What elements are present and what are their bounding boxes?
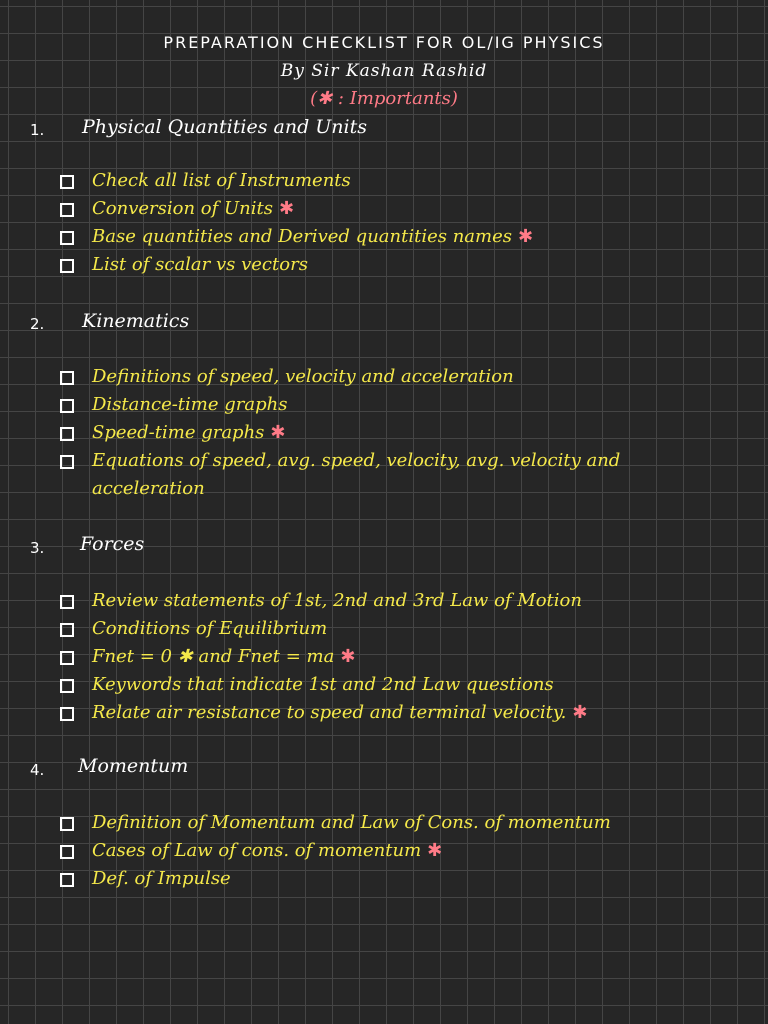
checkbox[interactable] [60, 623, 74, 637]
section-number: 1. [30, 121, 45, 139]
item-text: Def. of Impulse [92, 868, 231, 889]
item-text: Review statements of 1st, 2nd and 3rd Law of Motion [92, 590, 582, 611]
important-star-icon: ✱ [427, 840, 443, 861]
checkbox[interactable] [60, 707, 74, 721]
item-text: Definition of Momentum and Law of Cons. of momentum [92, 812, 611, 833]
checklist-item[interactable] [60, 167, 740, 195]
checkbox[interactable] [60, 427, 74, 441]
checklist-item[interactable] [60, 419, 740, 447]
checklist-item[interactable] [60, 223, 740, 251]
section-number: 3. [30, 539, 45, 557]
checklist-item[interactable] [60, 643, 740, 671]
checklist-item[interactable] [60, 363, 740, 391]
page-title: PREPARATION CHECKLIST FOR OL/IG PHYSICS [163, 33, 605, 52]
checkbox[interactable] [60, 231, 74, 245]
item-text: Speed-time graphs ✱ [92, 422, 286, 443]
checkbox[interactable] [60, 259, 74, 273]
item-text: Cases of Law of cons. of momentum ✱ [92, 840, 443, 861]
importance-legend: (✱ : Importants) [310, 88, 458, 109]
checkbox[interactable] [60, 845, 74, 859]
section-title: Forces [80, 533, 145, 555]
checklist-item[interactable] [60, 587, 740, 615]
checklist-item[interactable] [60, 391, 740, 419]
checkbox[interactable] [60, 175, 74, 189]
checkbox[interactable] [60, 371, 74, 385]
checkbox[interactable] [60, 651, 74, 665]
item-text: Conditions of Equilibrium [92, 618, 328, 639]
section-number: 4. [30, 761, 45, 779]
important-star-icon: ✱ [572, 702, 588, 723]
section-title: Kinematics [82, 310, 190, 332]
checklist-item[interactable] [60, 615, 740, 643]
item-text: List of scalar vs vectors [92, 254, 308, 275]
item-text: Base quantities and Derived quantities names ✱ [92, 226, 534, 247]
section-title: Momentum [78, 755, 189, 777]
checklist-item[interactable] [60, 865, 740, 893]
important-star-icon: ✱ [518, 226, 534, 247]
important-star-icon: ✱ [278, 198, 295, 219]
important-star-icon: ✱ [340, 646, 356, 667]
checkbox[interactable] [60, 817, 74, 831]
checkbox[interactable] [60, 455, 74, 469]
checklist-item[interactable] [60, 699, 740, 727]
item-text: Check all list of Instruments [92, 170, 351, 191]
section-number: 2. [30, 315, 45, 333]
item-text: Relate air resistance to speed and terminal velocity. ✱ [92, 702, 588, 723]
checklist-item[interactable] [60, 251, 740, 279]
checkbox[interactable] [60, 679, 74, 693]
checklist-item[interactable] [60, 809, 740, 837]
checkbox[interactable] [60, 203, 74, 217]
item-text: Definitions of speed, velocity and acceleration [92, 366, 514, 387]
item-text: Fnet = 0 ✱ and Fnet = ma ✱ [92, 646, 356, 667]
section-title: Physical Quantities and Units [82, 116, 367, 138]
item-text: Keywords that indicate 1st and 2nd Law questions [92, 674, 554, 695]
item-text: Distance-time graphs [92, 394, 288, 415]
checklist-item[interactable] [60, 671, 740, 699]
item-text: Conversion of Units ✱ [92, 198, 295, 219]
author-line: By Sir Kashan Rashid [280, 61, 488, 81]
checkbox[interactable] [60, 873, 74, 887]
checkbox[interactable] [60, 399, 74, 413]
important-star-icon: ✱ [270, 422, 286, 443]
checklist-item[interactable] [60, 195, 740, 223]
checklist-item[interactable] [60, 837, 740, 865]
item-text: Equations of speed, avg. speed, velocity, avg. velocity and acceleration [92, 450, 621, 499]
checkbox[interactable] [60, 595, 74, 609]
checklist-item[interactable] [60, 447, 680, 503]
